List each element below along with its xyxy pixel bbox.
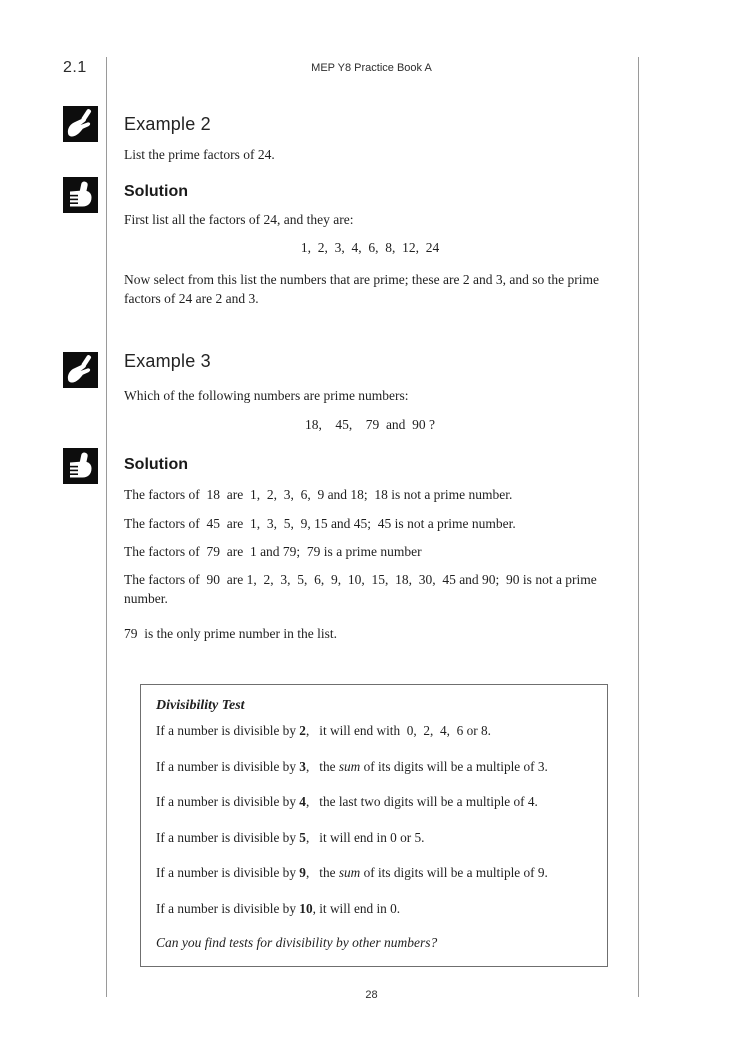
section-number: 2.1 [63, 59, 87, 76]
example3-problem: Which of the following numbers are prime numbers: [124, 388, 409, 403]
page-number: 28 [365, 989, 378, 1001]
thumbs-up-icon [63, 448, 98, 484]
example3-solution-heading: Solution [124, 456, 188, 473]
divisibility-rule-10: If a number is divisible by 10, it will end in 0. [156, 900, 401, 916]
example2-problem: List the prime factors of 24. [124, 147, 275, 162]
example3-title: Example 3 [124, 351, 211, 371]
example2-factor-list: 1, 2, 3, 4, 6, 8, 12, 24 [300, 240, 440, 255]
example3-number-list: 18, 45, 79 and 90 ? [304, 417, 436, 432]
thumbs-up-icon [63, 177, 98, 213]
example3-conclusion: 79 is the only prime number in the list. [124, 626, 337, 641]
factor-line-45: The factors of 45 are 1, 3, 5, 9, 15 and 45; 45 is not a prime number. [124, 516, 516, 531]
example2-title: Example 2 [124, 114, 211, 134]
writing-hand-icon [63, 106, 98, 142]
divisibility-box-question: Can you find tests for divisibility by other numbers? [156, 934, 438, 950]
example2-discussion: Now select from this list the numbers that are prime; these are 2 and 3, and so the prime factors of 24 are 2 and 3. [124, 272, 603, 306]
divisibility-rule-2: If a number is divisible by 2, it will end with 0, 2, 4, 6 or 8. [156, 723, 491, 738]
divisibility-rule-5: If a number is divisible by 5, it will end in 0 or 5. [156, 829, 425, 845]
running-header: MEP Y8 Practice Book A [311, 62, 432, 74]
divisibility-rule-9: If a number is divisible by 9, the sum of its digits will be a multiple of 9. [156, 865, 548, 880]
divisibility-rule-4: If a number is divisible by 4, the last two digits will be a multiple of 4. [156, 794, 538, 809]
factor-line-90: The factors of 90 are 1, 2, 3, 5, 6, 9, 10, 15, 18, 30, 45 and 90; 90 is not a prime number. [124, 572, 601, 606]
factor-line-79: The factors of 79 are 1 and 79; 79 is a prime number [124, 544, 422, 559]
divisibility-test-box [140, 684, 608, 967]
factor-line-18: The factors of 18 are 1, 2, 3, 6, 9 and 18; 18 is not a prime number. [124, 487, 513, 502]
divisibility-box-title: Divisibility Test [156, 698, 245, 713]
right-margin-rule [638, 57, 639, 997]
left-margin-rule [106, 57, 107, 997]
writing-hand-icon [63, 352, 98, 388]
example2-solution-intro: First list all the factors of 24, and they are: [124, 212, 354, 227]
example2-solution-heading: Solution [124, 183, 188, 200]
divisibility-rule-3: If a number is divisible by 3, the sum of its digits will be a multiple of 3. [156, 758, 548, 774]
